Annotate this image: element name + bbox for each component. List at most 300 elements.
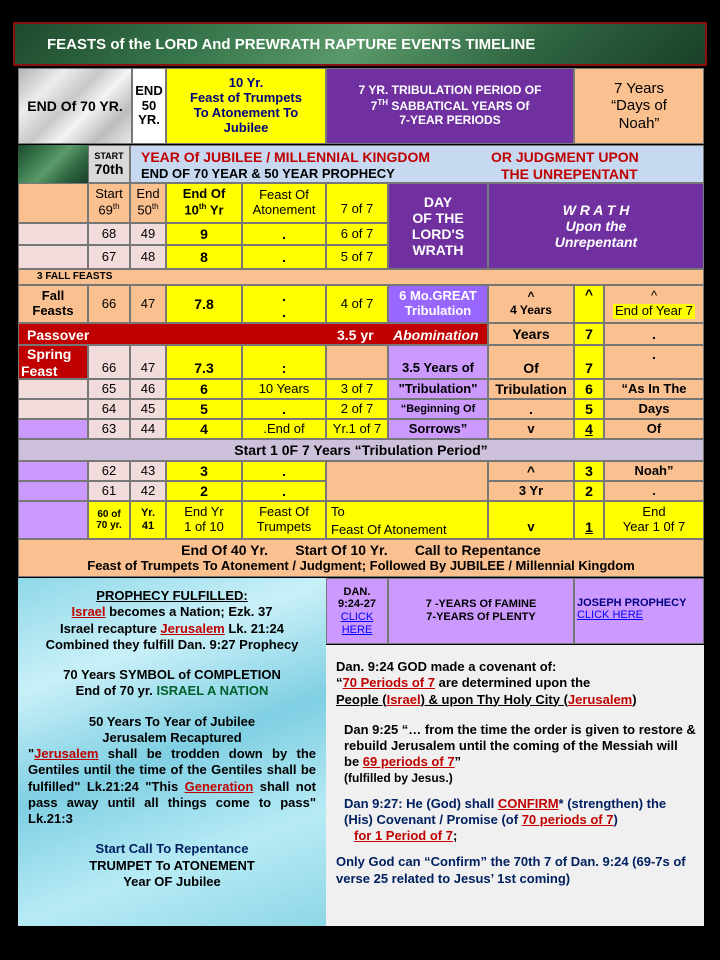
noah-1: 7 Years: [613, 80, 665, 98]
row65-e: [326, 379, 388, 399]
row67-c: [166, 245, 242, 269]
row61-g: [488, 481, 574, 501]
row67-d-text: .: [282, 248, 286, 265]
dotl-2: OF THE: [412, 209, 464, 226]
row64-d: [242, 399, 326, 419]
row63-h: [574, 419, 604, 439]
four-years-cell: [488, 285, 574, 323]
spring-c-text: 7.3: [194, 359, 214, 376]
row64-f: [388, 399, 488, 419]
prophecy-fulfilled-heading: PROPHECY FULFILLED:: [96, 588, 248, 603]
israel-word: Israel: [71, 604, 106, 620]
days-of-noah-cell: [574, 68, 704, 144]
row68-d-text: .: [282, 225, 286, 242]
row64-e-text: 2 of 7: [340, 400, 374, 416]
trib-2: [371, 98, 530, 114]
israel-a-nation-line: [28, 683, 316, 699]
end10-b: 10: [184, 202, 199, 218]
row62-g: [488, 461, 574, 481]
fall-c-text: 7.8: [194, 295, 214, 312]
passover-years-text: Years: [512, 325, 550, 342]
end10-c: Yr: [206, 202, 224, 218]
fall-up3: ^: [650, 288, 658, 304]
fall-feasts-bar: [18, 269, 704, 285]
start69-a: Start: [95, 186, 123, 202]
trumpets-3: To Atonement To: [193, 105, 299, 120]
row62-c: [166, 461, 242, 481]
d3a: People (: [336, 691, 387, 707]
row64-d-text: .: [282, 400, 286, 417]
combined-line: Combined they fulfill Dan. 9:27 Prophecy: [45, 636, 299, 652]
trib-1: 7 YR. TRIBULATION PERIOD OF: [358, 83, 542, 98]
row62-d: [242, 461, 326, 481]
great-tribulation-cell: [388, 285, 488, 323]
trib-2sup: TH: [377, 98, 388, 108]
p2c: ”: [454, 754, 462, 770]
q1: ": [28, 746, 35, 761]
row62-i: [604, 461, 704, 481]
end-50-yr-cell: [132, 68, 166, 144]
fifty-years-line: 50 Years To Year of Jubilee: [88, 713, 256, 729]
d2c: are determined upon the: [434, 675, 591, 691]
p3b: CONFIRM: [497, 795, 559, 811]
fall-e: [326, 285, 388, 323]
sevenof7-label: 7 of 7: [340, 200, 374, 216]
row61-blank: [18, 481, 88, 501]
joseph-prophecy-cell[interactable]: [574, 578, 704, 644]
row65-a: [88, 379, 130, 399]
row68-b: [130, 223, 166, 245]
row62-h-text: 3: [585, 462, 593, 479]
row60-g: [488, 501, 574, 539]
row65-c-text: 6: [200, 380, 208, 397]
row61-i: [604, 481, 704, 501]
spring-2: Feast: [21, 363, 58, 379]
row61-a-text: 61: [101, 482, 117, 498]
end-70-label: END Of 70 YR.: [27, 97, 123, 114]
end-year7: End of Year 7: [614, 303, 694, 318]
atonement-header: [242, 183, 326, 223]
spring-feast-cell: [18, 345, 88, 379]
passover-seven-text: 7: [585, 325, 593, 342]
q1e: shall not pass away until all things come to pass" Lk.21:3: [28, 778, 316, 826]
p2b: 69 periods of 7: [362, 754, 455, 770]
row62-a-text: 62: [101, 462, 117, 478]
row65-f: [388, 379, 488, 399]
p3d: 70 periods of 7: [521, 811, 614, 827]
row60-e: [326, 501, 488, 539]
passover-bar: [18, 323, 488, 345]
jubilee-line-2: END OF 70 YEAR & 50 YEAR PROPHECY: [141, 166, 395, 181]
row60-h: [574, 501, 604, 539]
row67-blank: [18, 245, 88, 269]
call-line3: Year OF Jubilee: [123, 873, 221, 889]
page-title: FEASTS of the LORD And PREWRATH RAPTURE EVENTS TIMELINE: [47, 35, 536, 53]
start-tribulation-bar: [18, 439, 704, 461]
dan924-line: Dan. 9:24 GOD made a covenant of:: [336, 659, 557, 674]
title-banner: [13, 22, 707, 66]
wrath-1: W R A T H: [562, 201, 630, 218]
passover-dot: [604, 323, 704, 345]
green-marble-block: [18, 145, 88, 183]
spring-a-text: 66: [101, 359, 117, 375]
d3b: Israel: [386, 691, 421, 707]
row65-a-text: 65: [101, 380, 117, 396]
row60-i: [604, 501, 704, 539]
row60-b2: 41: [141, 520, 155, 532]
trumpets-2: Feast of Trumpets: [190, 90, 302, 106]
row63-g-text: v: [527, 420, 535, 436]
end50-b: 50: [141, 97, 157, 113]
d3e: (: [559, 691, 568, 707]
row61-h-text: 2: [585, 482, 593, 499]
start69-sup: th: [112, 202, 120, 212]
recap-b: Lk. 21:24: [224, 620, 285, 636]
dotl-3: LORD'S: [411, 226, 465, 242]
famine-plenty-cell: [388, 578, 574, 644]
jerusalem-recaptured-line: Jerusalem Recaptured: [102, 729, 242, 745]
row60-b: [130, 501, 166, 539]
end50-a: END: [135, 82, 163, 98]
row67-e: [326, 245, 388, 269]
d3g: ): [632, 691, 637, 707]
row63-a: [88, 419, 130, 439]
fall-b: [130, 285, 166, 323]
fall-d1: .: [282, 287, 286, 304]
trib-2b: SABBATICAL YEARS Of: [388, 99, 530, 114]
fall-c: [166, 285, 242, 323]
trumpets-1: 10 Yr.: [228, 75, 264, 91]
row63-f-text: Sorrows”: [408, 420, 468, 436]
joseph-click-here-link[interactable]: CLICK HERE: [577, 609, 644, 621]
row65-b: [130, 379, 166, 399]
end10-a: End Of: [182, 186, 226, 202]
atone-2: Atonement: [252, 202, 316, 217]
passover-years-cell: [488, 323, 574, 345]
row65-e-text: 3 of 7: [340, 380, 374, 396]
row68-c: [166, 223, 242, 245]
row68-c-text: 9: [200, 225, 208, 242]
trumpets-cell: [166, 68, 326, 144]
row68-d: [242, 223, 326, 245]
row63-c: [166, 419, 242, 439]
p3g: ;: [452, 828, 458, 843]
symbol-completion: 70 Years SYMBOL of COMPLETION: [63, 667, 281, 682]
fall-feasts-label-cell: [18, 285, 88, 323]
row63-d-text: .End of: [263, 420, 305, 436]
noah-2: “Days of: [611, 97, 667, 115]
judgment-line-1: OR JUDGMENT UPON: [491, 149, 639, 165]
fulfilled-by-jesus: (fulfilled by Jesus.): [344, 770, 453, 785]
row61-d-text: .: [282, 482, 286, 499]
end50h-b-wrap: [137, 202, 158, 218]
p2a: Dan 9:25 “… from the time the order is given to restore & rebuild Jerusalem until the coming of the Messiah will be: [344, 721, 696, 770]
end50-c: YR.: [138, 112, 160, 128]
row64-i: [604, 399, 704, 419]
row68-e: [326, 223, 388, 245]
row65-i: [604, 379, 704, 399]
row61-b: [130, 481, 166, 501]
row65-i-text: “As In The: [621, 380, 687, 396]
blank-header-cell: [18, 183, 88, 223]
gt-2: Tribulation: [404, 303, 472, 318]
fall-d: [242, 285, 326, 323]
row60-d2: Trumpets: [256, 519, 312, 534]
row63-c-text: 4: [200, 420, 208, 437]
seven-of-seven-header: [326, 183, 388, 223]
fall-b-text: 47: [140, 295, 156, 311]
q1c: shall be trodden down by the Gentiles until the time of the Gentiles shall be fulfilled" Lk.21:24 "This: [28, 746, 316, 794]
start-label: START: [94, 150, 124, 161]
row65-f-text: "Tribulation": [398, 380, 478, 396]
row62-b-text: 43: [140, 462, 156, 478]
row63-blank: [18, 419, 88, 439]
row64-a: [88, 399, 130, 419]
jerusalem-word: Jerusalem: [160, 620, 225, 636]
row65-d: [242, 379, 326, 399]
one-period-line: [336, 828, 696, 844]
row62-i-text: Noah”: [634, 462, 674, 478]
q1d: Generation: [184, 778, 254, 794]
row62-h: [574, 461, 604, 481]
row62-a: [88, 461, 130, 481]
row60-c2: 1 of 10: [184, 519, 224, 534]
atone-1: Feast Of: [259, 187, 309, 203]
spring-of: [488, 345, 574, 379]
row62-61-blank-block: [326, 461, 488, 501]
recapture-line: [28, 621, 316, 637]
end-50th-header: [130, 183, 166, 223]
row64-c-text: 5: [200, 400, 208, 417]
fall-a-text: 66: [101, 295, 117, 311]
start-69th-header: [88, 183, 130, 223]
spring-trib-cell: [388, 345, 488, 379]
row68-a-text: 68: [101, 225, 117, 241]
spring-dot: [604, 345, 704, 379]
sym2b: ISRAEL A NATION: [156, 683, 269, 699]
row60-a1: 60 of: [97, 508, 121, 520]
spring-dot-text: .: [652, 346, 656, 362]
row63-b-text: 44: [140, 420, 156, 436]
people-line: [336, 692, 696, 708]
row63-i: [604, 419, 704, 439]
end-70-yr-cell: [18, 68, 132, 144]
four-years: 4 Years: [510, 303, 552, 317]
famine-2: 7-YEARS Of PLENTY: [426, 611, 536, 623]
row60-a2: 70 yr.: [96, 520, 122, 531]
row60-b1: Yr.: [140, 507, 156, 520]
p3a: Dan 9:27: He (God) shall: [344, 795, 498, 811]
spring-d: [242, 345, 326, 379]
row65-h: [574, 379, 604, 399]
trib-2a: 7: [370, 99, 378, 114]
call-line1: Start Call To Repentance: [95, 841, 249, 857]
row60-i2: Year 1 0f 7: [622, 519, 686, 534]
bottom-bar-line1: End Of 40 Yr. Start Of 10 Yr. Call to Repentance: [181, 542, 541, 559]
fall-2: Feasts: [32, 303, 74, 318]
row61-i-text: .: [652, 482, 656, 498]
start-tribulation-text: Start 1 0F 7 Years “Tribulation Period”: [234, 441, 488, 458]
row61-h: [574, 481, 604, 501]
noah-3: Noah”: [618, 114, 660, 132]
row62-blank: [18, 461, 88, 481]
row60-c: [166, 501, 242, 539]
abomination-label: Abomination: [393, 327, 479, 343]
dan-link-cell[interactable]: [326, 578, 388, 644]
fall-1: Fall: [41, 288, 65, 304]
tribulation-period-cell: [326, 68, 574, 144]
fall-feasts-label: 3 FALL FEASTS: [37, 271, 113, 282]
call-line2: TRUMPET To ATONEMENT: [89, 857, 255, 873]
trumpets-4: Jubilee: [223, 119, 269, 135]
start-70th-cell: [88, 145, 130, 183]
jubilee-band: [130, 145, 704, 183]
row64-g-text: .: [529, 400, 533, 417]
spring-b-text: 47: [140, 359, 156, 375]
trib-3: 7-YEAR PERIODS: [399, 112, 501, 127]
row65-g: [488, 379, 574, 399]
passover-seven: [574, 323, 604, 345]
dotl-4: WRATH: [412, 242, 464, 259]
row68-b-text: 49: [140, 225, 156, 241]
row64-blank: [18, 399, 88, 419]
row68-e-text: 6 of 7: [340, 225, 374, 241]
end50h-a: End: [136, 186, 160, 202]
row64-b-text: 45: [140, 400, 156, 416]
judgment-line-2: THE UNREPENTANT: [501, 166, 638, 182]
row64-a-text: 64: [101, 400, 117, 416]
d2a: “: [336, 675, 343, 691]
dan-click-link[interactable]: CLICK: [340, 611, 374, 623]
row62-d-text: .: [282, 462, 286, 479]
p3c: * (strengthen) the (His) Covenant / Promise (of: [344, 795, 667, 827]
q1b: Jerusalem: [34, 746, 99, 761]
dan-2: 9:24-27: [338, 598, 376, 611]
spring-d-text: :: [281, 359, 287, 376]
end-10th-header: [166, 183, 242, 223]
row64-g: [488, 399, 574, 419]
seventy-periods-line: [336, 675, 696, 691]
row65-c: [166, 379, 242, 399]
row63-h-text: 4: [585, 420, 593, 437]
row67-b-text: 48: [140, 248, 156, 264]
prophecy-fulfilled-panel: [18, 578, 326, 926]
jubilee-line-1: YEAR Of JUBILEE / MILLENNIAL KINGDOM: [141, 149, 431, 165]
start69-b: 69: [98, 202, 113, 218]
row65-blank: [18, 379, 88, 399]
end-year7-cell: [604, 285, 704, 323]
d3f: Jerusalem: [567, 691, 633, 707]
bottom-bar-line2: Feast of Trumpets To Atonement / Judgment; Followed By JUBILEE / Millennial Kingdom: [87, 557, 635, 573]
row64-h-text: 5: [585, 400, 593, 417]
passover-label: Passover: [27, 327, 90, 343]
joseph-label: JOSEPH PROPHECY: [577, 597, 687, 609]
row67-d: [242, 245, 326, 269]
israel-rest: becomes a Nation; Ezk. 37: [105, 604, 273, 620]
row65-g-text: Tribulation: [495, 380, 567, 397]
dan-here-link[interactable]: HERE: [341, 623, 373, 636]
end10-b-wrap: [184, 202, 223, 218]
fall-e-text: 4 of 7: [340, 295, 374, 311]
p3e: ): [613, 811, 618, 827]
row61-c: [166, 481, 242, 501]
row60-blank: [18, 501, 88, 539]
row63-f: [388, 419, 488, 439]
row60-d1: Feast Of: [259, 504, 309, 520]
row67-e-text: 5 of 7: [340, 248, 374, 264]
daniel-text-panel: [326, 645, 704, 926]
spring-seven: [574, 345, 604, 379]
row62-b: [130, 461, 166, 481]
row67-a: [88, 245, 130, 269]
dotl-1: DAY: [423, 193, 453, 210]
start69-b-wrap: [98, 202, 119, 218]
dan927-paragraph: [336, 796, 696, 829]
row67-b: [130, 245, 166, 269]
row67-c-text: 8: [200, 248, 208, 265]
spring-a: [88, 345, 130, 379]
row68-blank: [18, 223, 88, 245]
row63-d: [242, 419, 326, 439]
row61-b-text: 42: [140, 482, 156, 498]
row63-b: [130, 419, 166, 439]
wrath-3: Unrepentant: [554, 234, 638, 251]
end50h-b: 50: [137, 202, 152, 218]
spring-of-text: Of: [523, 359, 539, 376]
row63-e-text: Yr.1 of 7: [332, 420, 382, 436]
row60-d: [242, 501, 326, 539]
row62-c-text: 3: [200, 462, 208, 479]
day-of-lords-wrath-cell: [388, 183, 488, 269]
row60-g-text: v: [527, 518, 535, 534]
israel-nation-line: [28, 604, 316, 620]
luke-quote: [28, 746, 316, 827]
row64-c: [166, 399, 242, 419]
passover-years: 3.5 yr: [337, 327, 374, 343]
end10-sup: th: [198, 202, 207, 212]
p3f: for 1 Period of 7: [354, 828, 453, 843]
fall-up2: ^: [584, 286, 594, 302]
recap-a: Israel recapture: [59, 620, 161, 636]
row64-f-text: “Beginning Of: [400, 402, 476, 415]
wrath-2: Upon the: [565, 217, 627, 234]
fall-d2: .: [282, 304, 286, 320]
end-40-yr-bar: [18, 539, 704, 577]
row63-g: [488, 419, 574, 439]
d2b: 70 Periods of 7: [342, 675, 435, 691]
four-up: ^: [527, 289, 535, 304]
wrath-upon-unrepentant-cell: [488, 183, 704, 269]
spring-e: [326, 345, 388, 379]
row60-a: [88, 501, 130, 539]
fall-seven-col: [574, 285, 604, 323]
d3c: ) & upon Thy: [420, 691, 504, 707]
spring-seven-text: 7: [585, 359, 593, 376]
d3d: Holy City: [503, 691, 560, 707]
row64-i-text: Days: [638, 400, 670, 416]
gt-1: 6 Mo.GREAT: [399, 288, 477, 304]
row64-b: [130, 399, 166, 419]
spring-1: Spring: [27, 346, 72, 362]
row64-e: [326, 399, 388, 419]
row65-d-text: 10 Years: [258, 380, 310, 396]
dan-1: DAN.: [343, 585, 371, 598]
row65-h-text: 6: [585, 380, 593, 397]
dan925-paragraph: [336, 722, 696, 771]
sym2a: End of 70 yr.: [75, 683, 157, 699]
spring-b: [130, 345, 166, 379]
end50h-sup: th: [151, 202, 159, 212]
